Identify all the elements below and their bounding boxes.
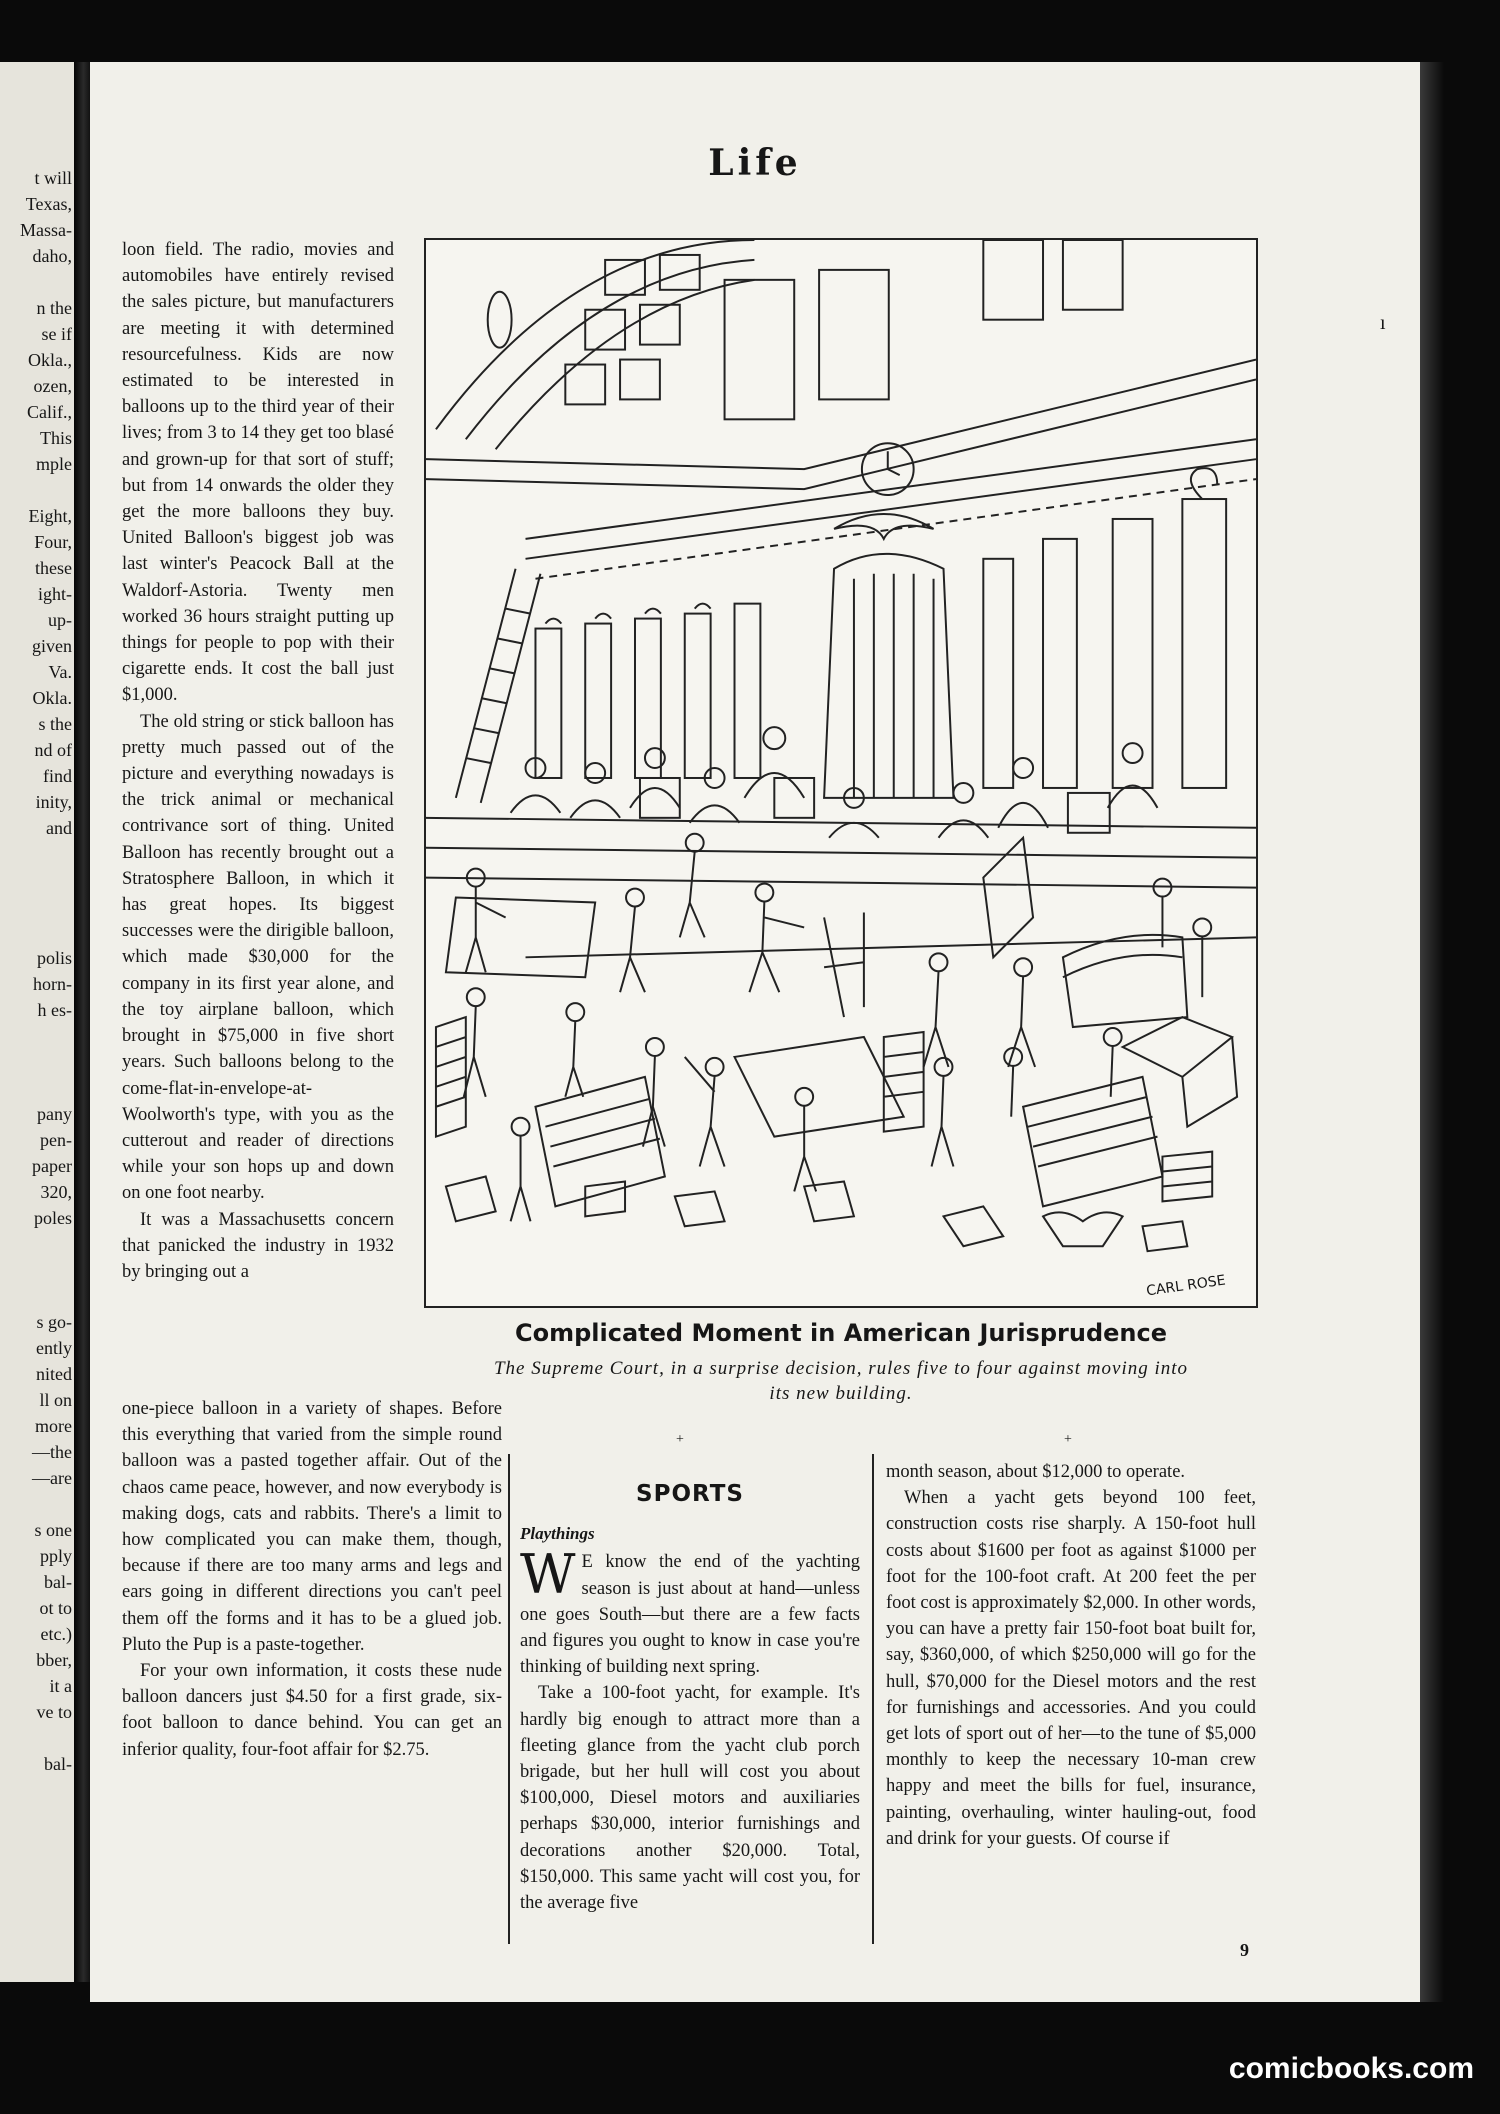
left-page-text-fragment: ll on (39, 1390, 72, 1410)
left-page-text-fragment: ve to (36, 1702, 72, 1722)
left-page-text-fragment: Okla. (32, 688, 72, 708)
left-page-text-fragment: poles (34, 1208, 72, 1228)
column-rule (508, 1454, 510, 1944)
subheading: Playthings (520, 1524, 595, 1544)
column-1 (122, 237, 394, 1285)
artist-signature: CARL ROSE (1145, 1272, 1227, 1300)
left-page-text-fragment: ently (36, 1338, 72, 1358)
paragraph: one-piece balloon in a variety of shapes. Before this everything that varied from the simple round balloon was a pasted together affair. Out of the chaos came peace, however, and now everybody is making dogs, cats and rabbits. There's a limit to how complicated you can make them, though, because if there are too many arms and legs and ears going in different directions you can't peel them off the forms and it has to be a glued job. Pluto the Pup is a paste-together. (122, 1399, 502, 1655)
left-page-text-fragment: ozen, (33, 376, 72, 396)
paragraph-text: E know the end of the yachting season is just about at hand—unless one goes South—but there are a few facts and figures you ought to know in case you're thinking of building next spring. (520, 1552, 860, 1678)
courtroom-drawing (426, 240, 1256, 1306)
left-page-text-fragment: it a (49, 1676, 72, 1696)
left-page-text-fragment: —the (32, 1442, 72, 1462)
left-page-text-fragment: Eight, (28, 506, 72, 526)
left-page-text-fragment: bal- (44, 1572, 72, 1592)
left-page-text-fragment: bal- (44, 1754, 72, 1774)
ornament: + (1064, 1432, 1072, 1447)
margin-mark: ı (1380, 312, 1386, 334)
paragraph: It was a Massachusetts concern that panicked the industry in 1932 by bringing out a (122, 1209, 394, 1282)
left-page-text-fragment: Texas, (25, 194, 72, 214)
left-page-text-fragment: s the (38, 714, 72, 734)
section-heading: SPORTS (636, 1481, 744, 1507)
masthead: Life (708, 142, 802, 184)
left-page-text-fragment: Va. (48, 662, 72, 682)
cartoon-caption-title: Complicated Moment in American Jurisprudence (515, 1319, 1167, 1347)
column-2 (520, 1459, 860, 1916)
left-page-text-fragment: inity, (35, 792, 72, 812)
left-page-text-fragment: given (32, 636, 72, 656)
left-page-text-fragment: s go- (36, 1312, 72, 1332)
left-page-edge (0, 62, 74, 1982)
magazine-page (90, 62, 1420, 2002)
paragraph: month season, about $12,000 to operate. (886, 1462, 1186, 1482)
left-page-text-fragment: This (39, 428, 72, 448)
left-page-text-fragment: find (43, 766, 72, 786)
cartoon-caption-subtitle: The Supreme Court, in a surprise decision, rules five to four against moving into its new building. (493, 1358, 1189, 1404)
left-page-text-fragment: polis (36, 948, 72, 968)
left-page-text-fragment: Okla., (28, 350, 72, 370)
left-page-text-fragment: mple (36, 454, 72, 474)
left-page-text-fragment: daho, (32, 246, 72, 266)
left-page-text-fragment: ot to (39, 1598, 72, 1618)
column-1-continued (122, 1396, 502, 1763)
left-page-text-fragment: ight- (38, 584, 72, 604)
page-number: 9 (1240, 1940, 1249, 1960)
left-page-text-fragment: pply (39, 1546, 72, 1566)
left-page-text-fragment: horn- (33, 974, 72, 994)
left-page-text-fragment: more (35, 1416, 72, 1436)
left-page-text-fragment: 320, (40, 1182, 72, 1202)
left-page-text-fragment: —are (32, 1468, 72, 1488)
ornament: + (676, 1432, 684, 1447)
left-page-text-fragment: h es- (37, 1000, 72, 1020)
watermark: comicbooks.com (1228, 2052, 1474, 2085)
left-page-text-fragment: etc.) (40, 1624, 72, 1644)
left-page-text-fragment: up- (48, 610, 72, 630)
left-page-text-fragment: nited (36, 1364, 72, 1384)
left-page-text-fragment: pen- (40, 1130, 72, 1150)
column-rule (872, 1454, 874, 1944)
left-page-text-fragment: paper (32, 1156, 72, 1176)
book-spine (74, 62, 90, 1982)
paragraph: Take a 100-foot yacht, for example. It's hardly big enough to attract more than a fleeting glance from the yacht club porch brigade, but her hull will cost you about $100,000, Diesel motors and auxiliaries perhaps $30,000, interior furnishings and decorations another $20,000. Total, $150,000. This same yacht will cost you, for the average five (520, 1683, 860, 1914)
paragraph: When a yacht gets beyond 100 feet, construction costs rise sharply. A 150-foot hull costs about $1600 per foot as against $1000 per foot for the 100-foot craft. At 200 feet the per foot cost is approximately $2,000. In other words, you can have a pretty fair 150-foot boat built for, say, $360,000, of which $250,000 will go for the hull, $70,000 for the Diesel motors and the rest for furnishings and accessories. And you could get lots of sport out of her—to the tune of $5,000 monthly to keep the necessary 10-man crew happy and meet the bills for fuel, insurance, painting, overhauling, winter hauling-out, food and drink for your guests. Of course if (886, 1488, 1256, 1849)
paragraph: loon field. The radio, movies and automobiles have entirely revised the sales picture, but manufacturers are meeting it with determined resourcefulness. Kids are now estimated to be interested in balloons up to the third year of their lives; from 3 to 14 they get too blasé and grown-up for that sort of stuff; but from 14 onwards the older they get the more balloons they buy. United Balloon's biggest job was last winter's Peacock Ball at the Waldorf-Astoria. Twenty men worked 36 hours straight putting up things for people to pop with their cigarette ends. It cost the ball just $1,000. (122, 240, 394, 706)
paragraph (520, 1543, 860, 1680)
paragraph: The old string or stick balloon has pretty much passed out of the picture and everything nowadays is the trick animal or mechanical contrivance sort of thing. United Balloon has recently brought out a Stratosphere Balloon, in which it has great hopes. Its biggest successes were the dirigible balloon, which made $30,000 for the company in its first year alone, and the toy airplane balloon, which brought in $75,000 in five short years. Such balloons belong to the come-flat-in-envelope-at-Woolworth's type, with you as the cutterout and reader of directions while your son hops up and down on one foot nearby. (122, 711, 394, 1204)
paragraph: For your own information, it costs these nude balloon dancers just $4.50 for a first grade, six-foot balloon to dance behind. You can get an inferior quality, four-foot affair for $2.75. (122, 1661, 502, 1760)
left-page-text-fragment: se if (41, 324, 72, 344)
left-page-text-fragment: bber, (36, 1650, 72, 1670)
drop-cap: W (520, 1543, 576, 1607)
left-page-text-fragment: Four, (34, 532, 72, 552)
left-page-text-fragment: t will (34, 168, 72, 188)
left-page-text-fragment: nd of (34, 740, 72, 760)
left-page-text-fragment: Calif., (27, 402, 72, 422)
page-edge-shadow (1420, 62, 1500, 2002)
left-page-text-fragment: Massa- (20, 220, 72, 240)
left-page-text-fragment: and (46, 818, 72, 838)
left-page-text-fragment: s one (34, 1520, 72, 1540)
left-page-text-fragment: these (35, 558, 72, 578)
cartoon-illustration (424, 238, 1258, 1308)
left-page-text-fragment: pany (37, 1104, 72, 1124)
column-3 (886, 1459, 1256, 1852)
left-page-text-fragment: n the (36, 298, 72, 318)
